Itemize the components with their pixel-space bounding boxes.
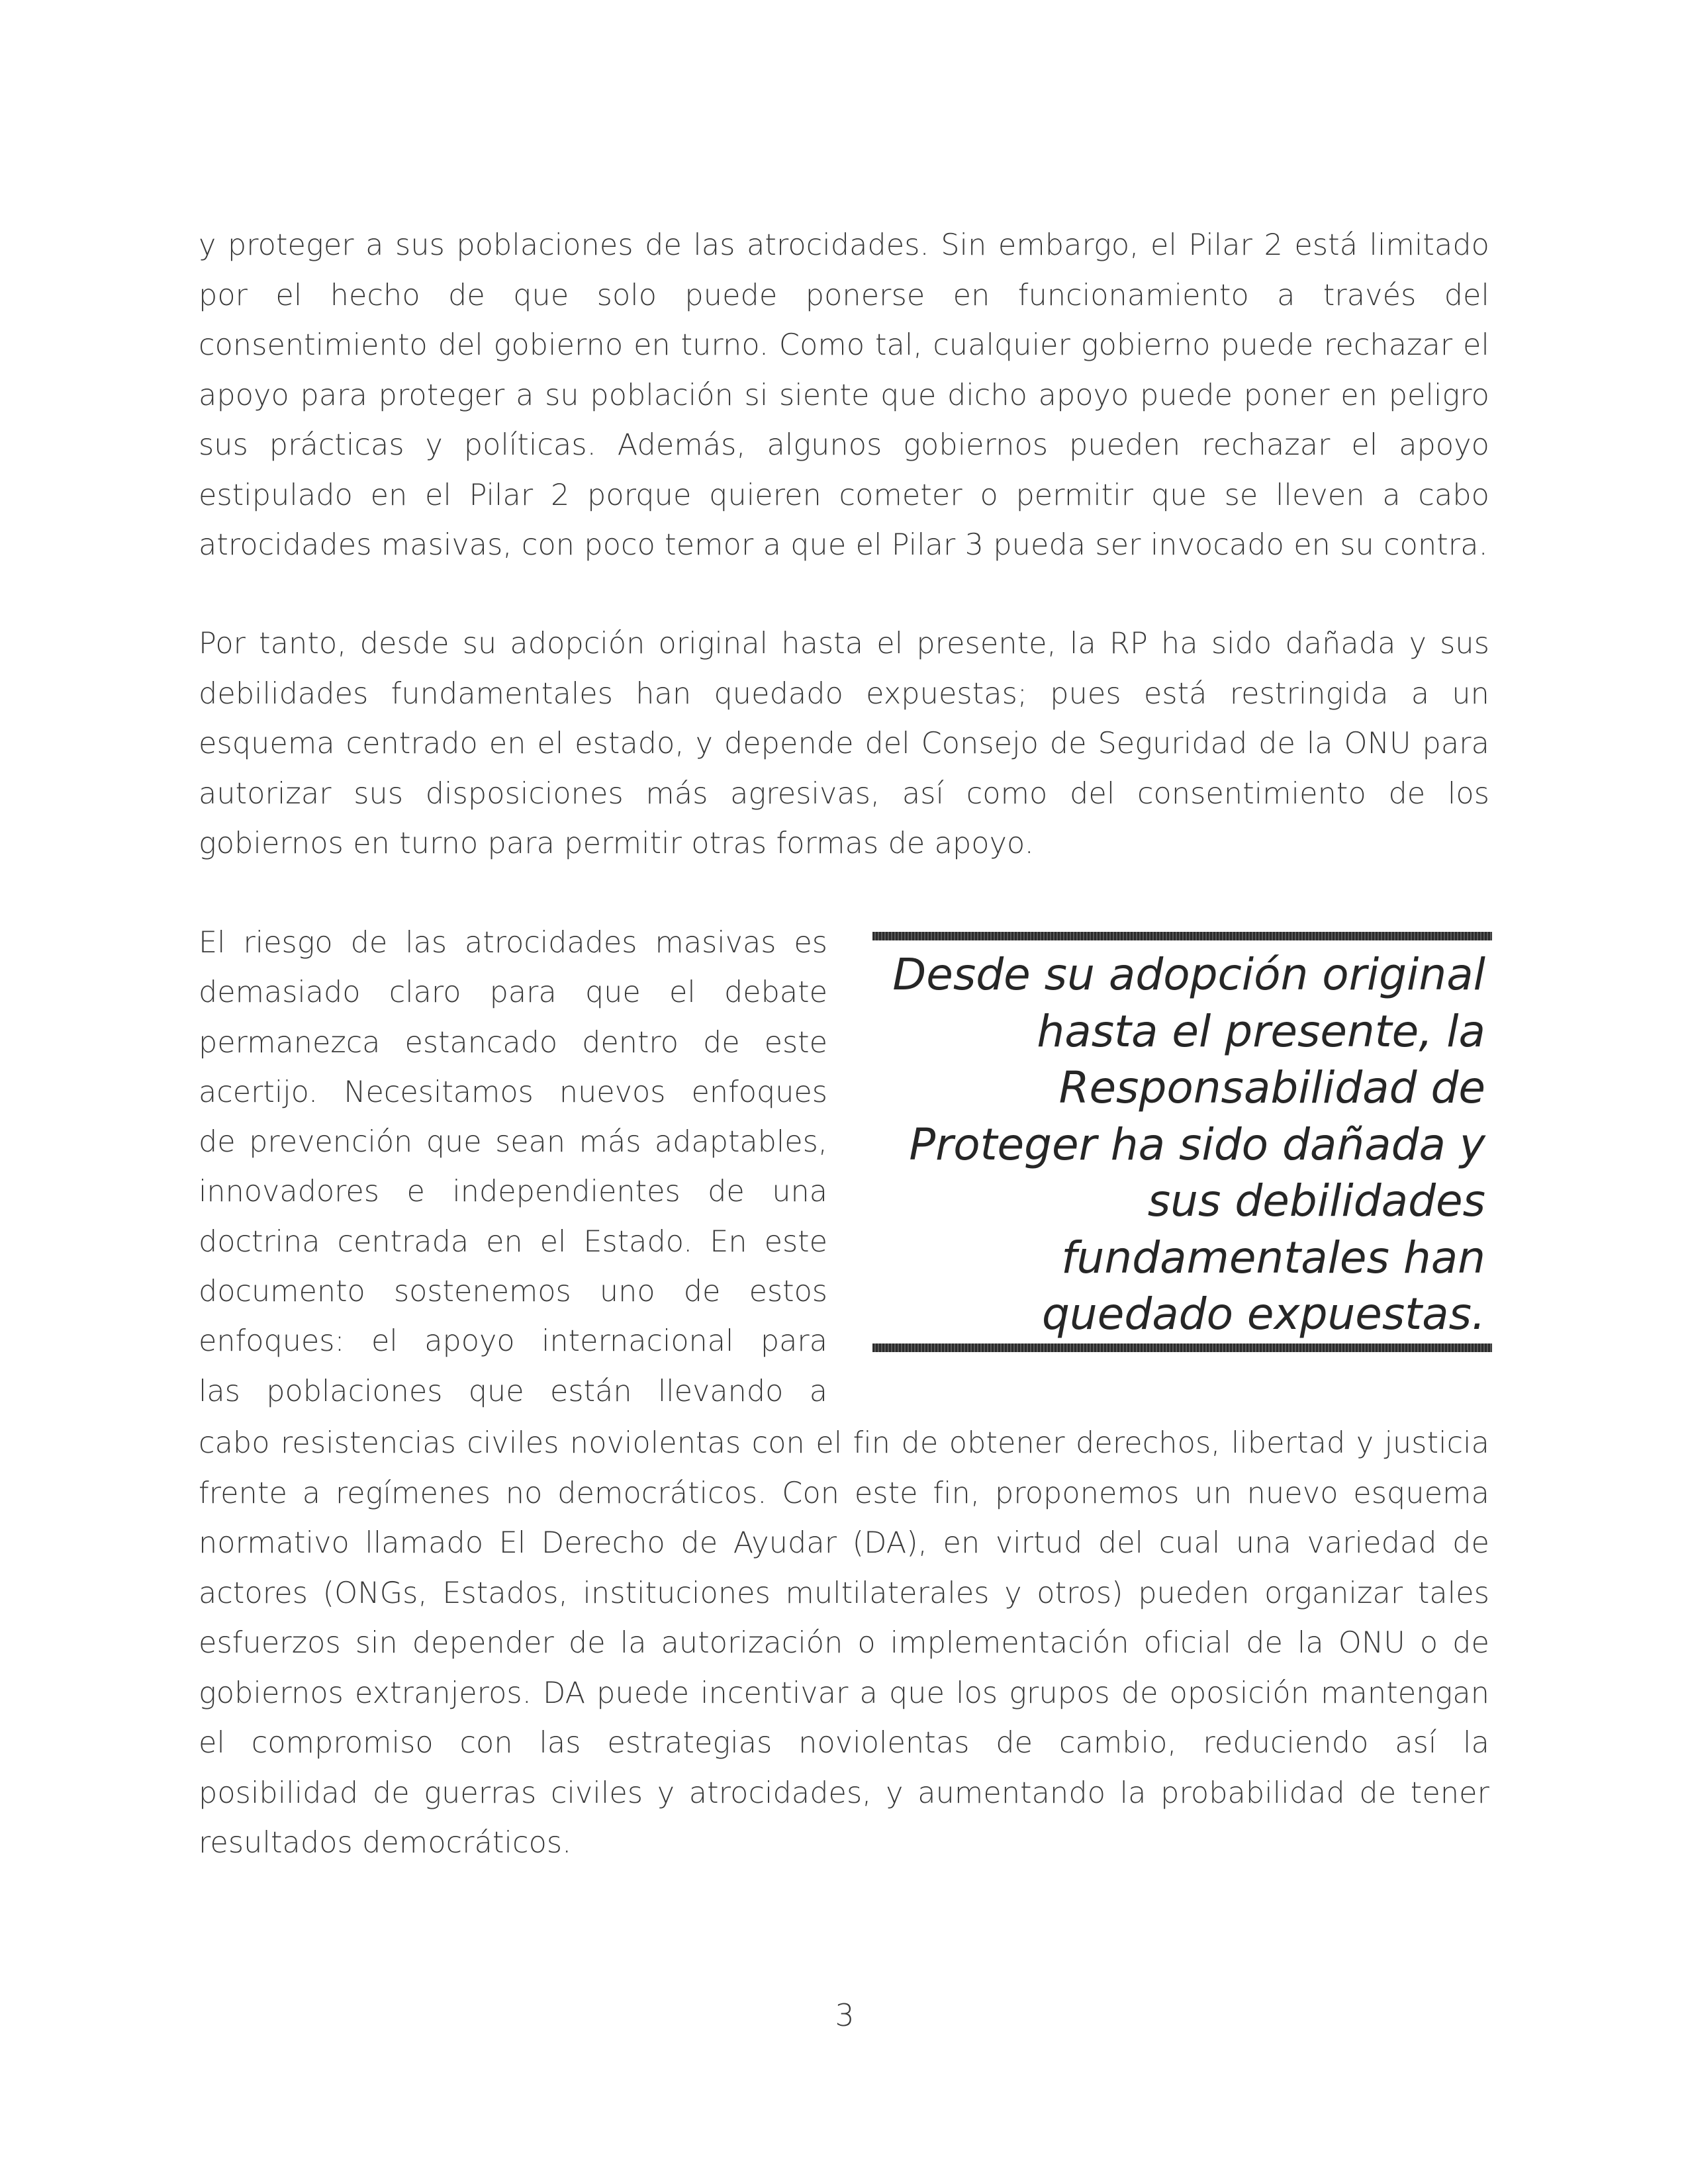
- page-number: 3: [835, 1997, 855, 2033]
- pull-quote-line: fundamentales han: [1061, 1232, 1485, 1283]
- pull-quote-text: [890, 946, 1485, 1343]
- text-line: las poblaciones que están llevando a: [199, 1374, 827, 1408]
- text-line: innovadores e independientes de una: [199, 1175, 827, 1209]
- pull-quote-top-rule: [872, 932, 1492, 940]
- text-line: enfoques: el apoyo internacional para: [199, 1324, 827, 1359]
- text-line: documento sostenemos uno de estos: [199, 1275, 827, 1309]
- body-paragraph: y proteger a sus poblaciones de las atrocidades. Sin embargo, el Pilar 2 está limitado por el hecho de que solo puede ponerse en funcionamiento a través del consentimiento del gobierno en turno. Como tal, cualquier gobierno puede rechazar el apoyo para proteger a su población si siente que dicho apoyo puede poner en peligro sus prácticas y políticas. Además, algunos gobiernos pueden rechazar el apoyo estipulado en el Pilar 2 porque quieren cometer o permitir que se lleven a cabo atrocidades masivas, con poco temor a que el Pilar 3 pueda ser invocado en su contra.: [199, 228, 1489, 562]
- text-line: El riesgo de las atrocidades masivas es: [199, 926, 827, 960]
- pull-quote-line: Proteger ha sido dañada y: [909, 1118, 1485, 1170]
- pull-quote: [872, 932, 1492, 1355]
- pull-quote-line: quedado expuestas.: [1042, 1289, 1485, 1340]
- text-line: acertijo. Necesitamos nuevos enfoques: [199, 1075, 827, 1109]
- pull-quote-line: sus debilidades: [1147, 1175, 1485, 1226]
- body-paragraph-continued: cabo resistencias civiles noviolentas con el fin de obtener derechos, libertad y justicia frente a regímenes no democráticos. Con este fin, proponemos un nuevo esquema normativo llamado El Derecho de Ayudar (DA), en virtud del cual una variedad de actores (ONGs, Estados, instituciones multilaterales y otros) pueden organizar tales esfuerzos sin depender de la autorización o implementación oficial de la ONU o de gobiernos extranjeros. DA puede incentivar a que los grupos de oposición mantengan el compromiso con las estrategias noviolentas de cambio, reduciendo así la posibilidad de guerras civiles y atrocidades, y aumentando la probabilidad de tener resultados democráticos.: [199, 1426, 1489, 1860]
- pull-quote-line: Desde su adopción original: [892, 949, 1485, 1000]
- pull-quote-bottom-rule: [872, 1343, 1492, 1352]
- text-line: de prevención que sean más adaptables,: [199, 1125, 827, 1160]
- pull-quote-line: Responsabilidad de: [1058, 1062, 1485, 1113]
- pull-quote-line: hasta el presente, la: [1037, 1005, 1485, 1057]
- text-line: permanezca estancado dentro de este: [199, 1025, 827, 1060]
- text-line: doctrina centrada en el Estado. En este: [199, 1224, 827, 1259]
- text-line: demasiado claro para que el debate: [199, 976, 827, 1010]
- body-paragraph-wrapped-column: [199, 918, 827, 1416]
- body-paragraph: Por tanto, desde su adopción original hasta el presente, la RP ha sido dañada y sus debilidades fundamentales han quedado expuestas; pues está restringida a un esquema centrado en el estado, y depende del Consejo de Seguridad de la ONU para autorizar sus disposiciones más agresivas, así como del consentimiento de los gobiernos en turno para permitir otras formas de apoyo.: [199, 627, 1489, 860]
